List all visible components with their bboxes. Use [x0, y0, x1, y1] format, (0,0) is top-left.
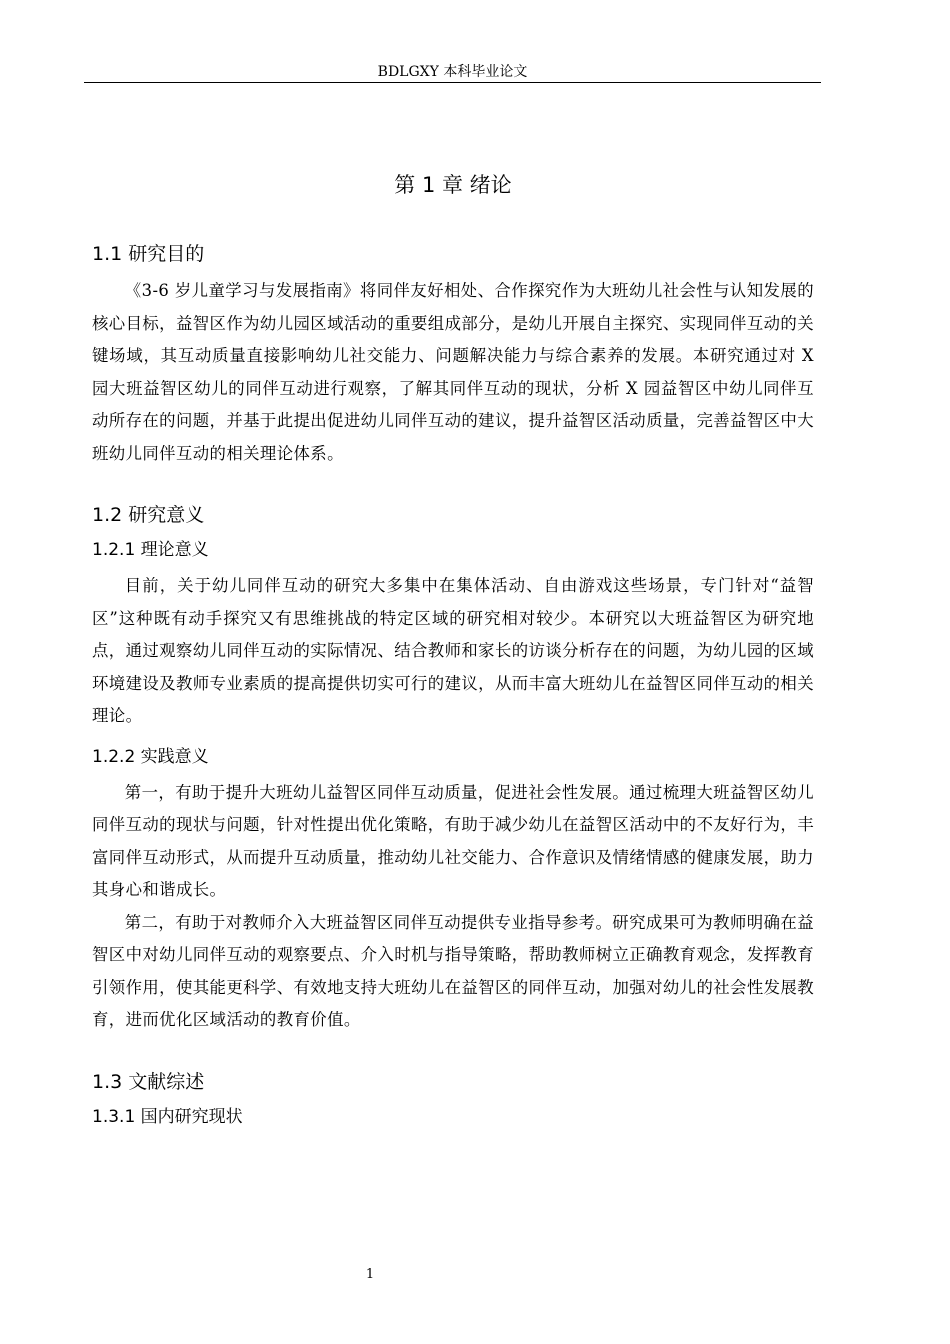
paragraph-theoretical-significance: 目前，关于幼儿同伴互动的研究大多集中在集体活动、自由游戏这些场景，专门针对“益智区”这种既有动手探究又有思维挑战的特定区域的研究相对较少。本研究以大班益智区为研究地点，通过观察幼儿同伴互动的实际情况、结合教师和家长的访谈分析存在的问题，为幼儿园的区域环境建设及教师专业素质的提高提供切实可行的建议，从而丰富大班幼儿在益智区同伴互动的相关理论。: [92, 576, 814, 725]
subsection-heading-1-3-1: 1.3.1 国内研究现状: [92, 1106, 243, 1127]
subsection-heading-1-2-2: 1.2.2 实践意义: [92, 746, 209, 767]
section-heading-1-3: 1.3 文献综述: [92, 1070, 205, 1093]
section-heading-1-1: 1.1 研究目的: [92, 243, 205, 265]
paragraph-practical-significance-2: 第二，有助于对教师介入大班益智区同伴互动提供专业指导参考。研究成果可为教师明确在益智区中对幼儿同伴互动的观察要点、介入时机与指导策略，帮助教师树立正确教育观念，发挥教育引领作用，使其能更科学、有效地支持大班幼儿在益智区的同伴互动，加强对幼儿的社会性发展教育，进而优化区域活动的教育价值。: [92, 912, 814, 1029]
page-number: 1: [365, 1267, 375, 1282]
page-body: [92, 165, 814, 1137]
section-heading-1-2: 1.2 研究意义: [92, 504, 205, 526]
header-rule: [84, 82, 821, 83]
subsection-heading-1-2-1: 1.2.1 理论意义: [92, 540, 209, 560]
paragraph-research-purpose: 《3-6 岁儿童学习与发展指南》将同伴友好相处、合作探究作为大班幼儿社会性与认知发展的核心目标，益智区作为幼儿园区域活动的重要组成部分，是幼儿开展自主探究、实现同伴互动的关键场域，其互动质量直接影响幼儿社交能力、问题解决能力与综合素养的发展。本研究通过对 X 园大班益智区幼儿的同伴互动进行观察，了解其同伴互动的现状，分析 X 园益智区中幼儿同伴互动所存在的问题，并基于此提出促进幼儿同伴互动的建议，提升益智区活动质量，完善益智区中大班幼儿同伴互动的相关理论体系。: [92, 281, 814, 463]
running-header: BDLGXY 本科毕业论文: [377, 64, 528, 80]
paragraph-practical-significance-1: 第一，有助于提升大班幼儿益智区同伴互动质量，促进社会性发展。通过梳理大班益智区幼儿同伴互动的现状与问题，针对性提出优化策略，有助于减少幼儿在益智区活动中的不友好行为，丰富同伴互动形式，从而提升互动质量，推动幼儿社交能力、合作意识及情绪情感的健康发展，助力其身心和谐成长。: [92, 782, 814, 899]
chapter-title: 第 1 章 绪论: [394, 173, 512, 197]
